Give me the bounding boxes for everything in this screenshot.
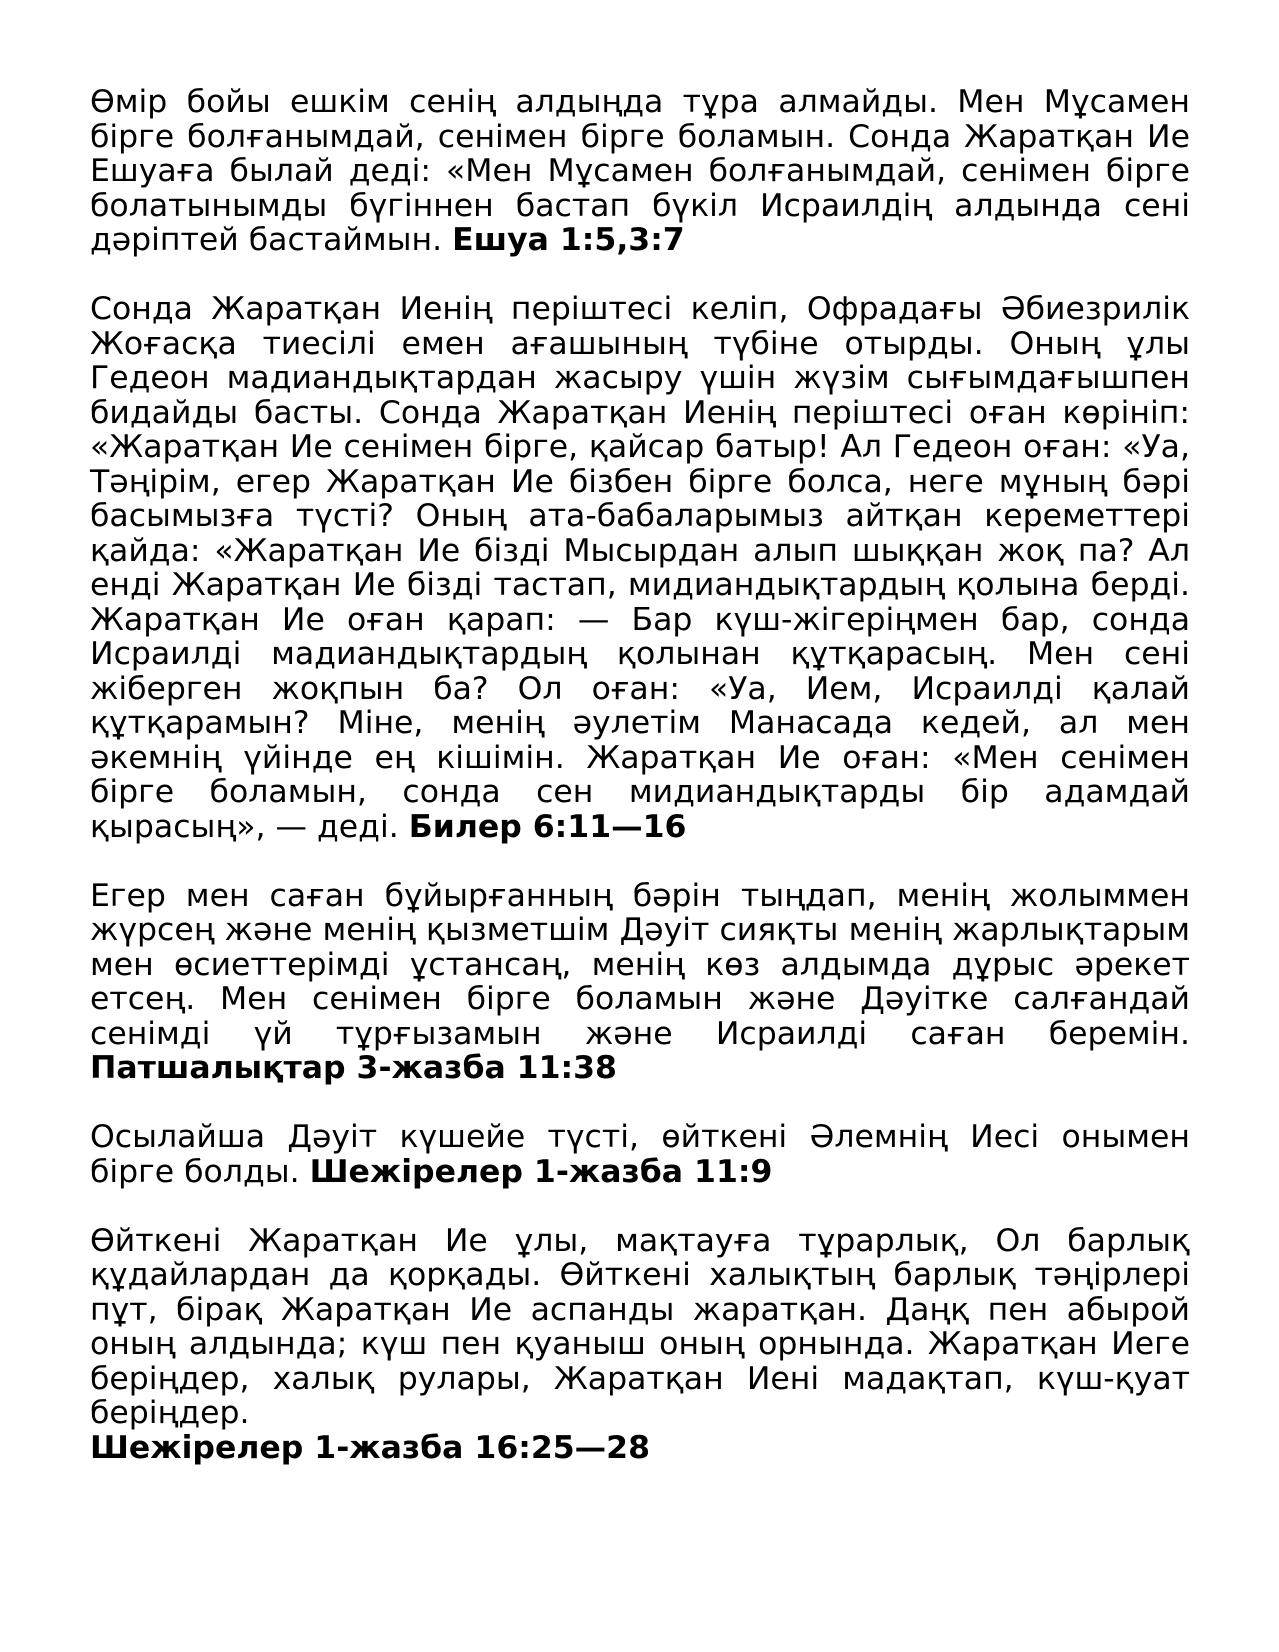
passage-text: Өмір бойы ешкім сенің алдыңда тұра алмайды. Мен Мұсамен бірге болғанымдай, сенімен бірге боламын. Сонда Жаратқан Ие Ешуаға былай деді: «Мен Мұсамен болғанымдай, сенімен бірге болатынымды бүгіннен бастап бүкіл Исраилдің алдында сені дәріптей бастаймын. [90,84,1190,258]
scripture-reference: Шежірелер 1-жазба 11:9 [309,1153,773,1190]
scripture-reference: Билер 6:11—16 [408,808,687,845]
passage-2 [90,292,1190,844]
scripture-reference: Ешуа 1:5,3:7 [452,222,685,258]
passage-1 [90,85,1190,258]
passage-text: Осылайша Дәуіт күшейе түсті, өйткені Әлемнің Иесі онымен бірге болды. [90,1119,1190,1190]
passage-5 [90,1224,1190,1466]
scripture-reference: Патшалықтар 3-жазба 11:38 [90,1050,617,1086]
passage-4 [90,1120,1190,1189]
passage-text: Сонда Жаратқан Иенің періштесі келіп, Офрадағы Әбиезрилік Жоғасқа тиесілі емен ағашының түбіне отырды. Оның ұлы Гедеон мадиандықтардан жасыру үшін жүзім сығымдағышпен бидайды басты. Сонда Жаратқан Иенің періштесі оған көрініп: «Жаратқан Ие сенімен бірге, қайсар батыр! Ал Гедеон оған: «Уа, Тәңірім, егер Жаратқан Ие бізбен бірге болса, неге мұның бәрі басымызға түсті? Оның ата-бабаларымыз айтқан кереметтері қайда: «Жаратқан Ие бізді Мысырдан алып шыққан жоқ па? Ал енді Жаратқан Ие бізді тастап, мидиандықтардың қолына берді. Жаратқан Ие оған қарап: — Бар күш-жігеріңмен бар, сонда Исраилді мадиандықтардың қолынан құтқарасың. Мен сені жіберген жоқпын ба? Ол оған: «Уа, Ием, Исраилді қалай құтқарамын? Міне, менің әулетім Манасада кедей, ал мен әкемнің үйінде ең кішімін. Жаратқан Ие оған: «Мен сенімен бірге боламын, сонда сен мидиандықтарды бір адамдай қырасың», — деді. [90,291,1190,845]
document-page [90,85,1190,1500]
passage-3 [90,879,1190,1086]
passage-text: Егер мен саған бұйырғанның бәрін тыңдап, менің жолыммен жүрсең және менің қызметшім Дәуіт сияқты менің жарлықтарым мен өсиеттерімді ұстансаң, менің көз алдымда дұрыс әрекет етсең. Мен сенімен бірге боламын және Дәуітке салғандай сенімді үй тұрғызамын және Исраилді саған беремін. [90,877,1190,1052]
passage-text: Өйткені Жаратқан Ие ұлы, мақтауға тұрарлық, Ол барлық құдайлардан да қорқады. Өйткені халықтың барлық тәңірлері пұт, бірақ Жаратқан Ие аспанды жаратқан. Даңқ пен абырой оның алдында; күш пен қуаныш оның орнында. Жаратқан Иеге беріңдер, халық рулары, Жаратқан Иені мадақтап, күш-қуат беріңдер. [90,1222,1190,1431]
scripture-reference: Шежірелер 1-жазба 16:25—28 [90,1429,651,1466]
